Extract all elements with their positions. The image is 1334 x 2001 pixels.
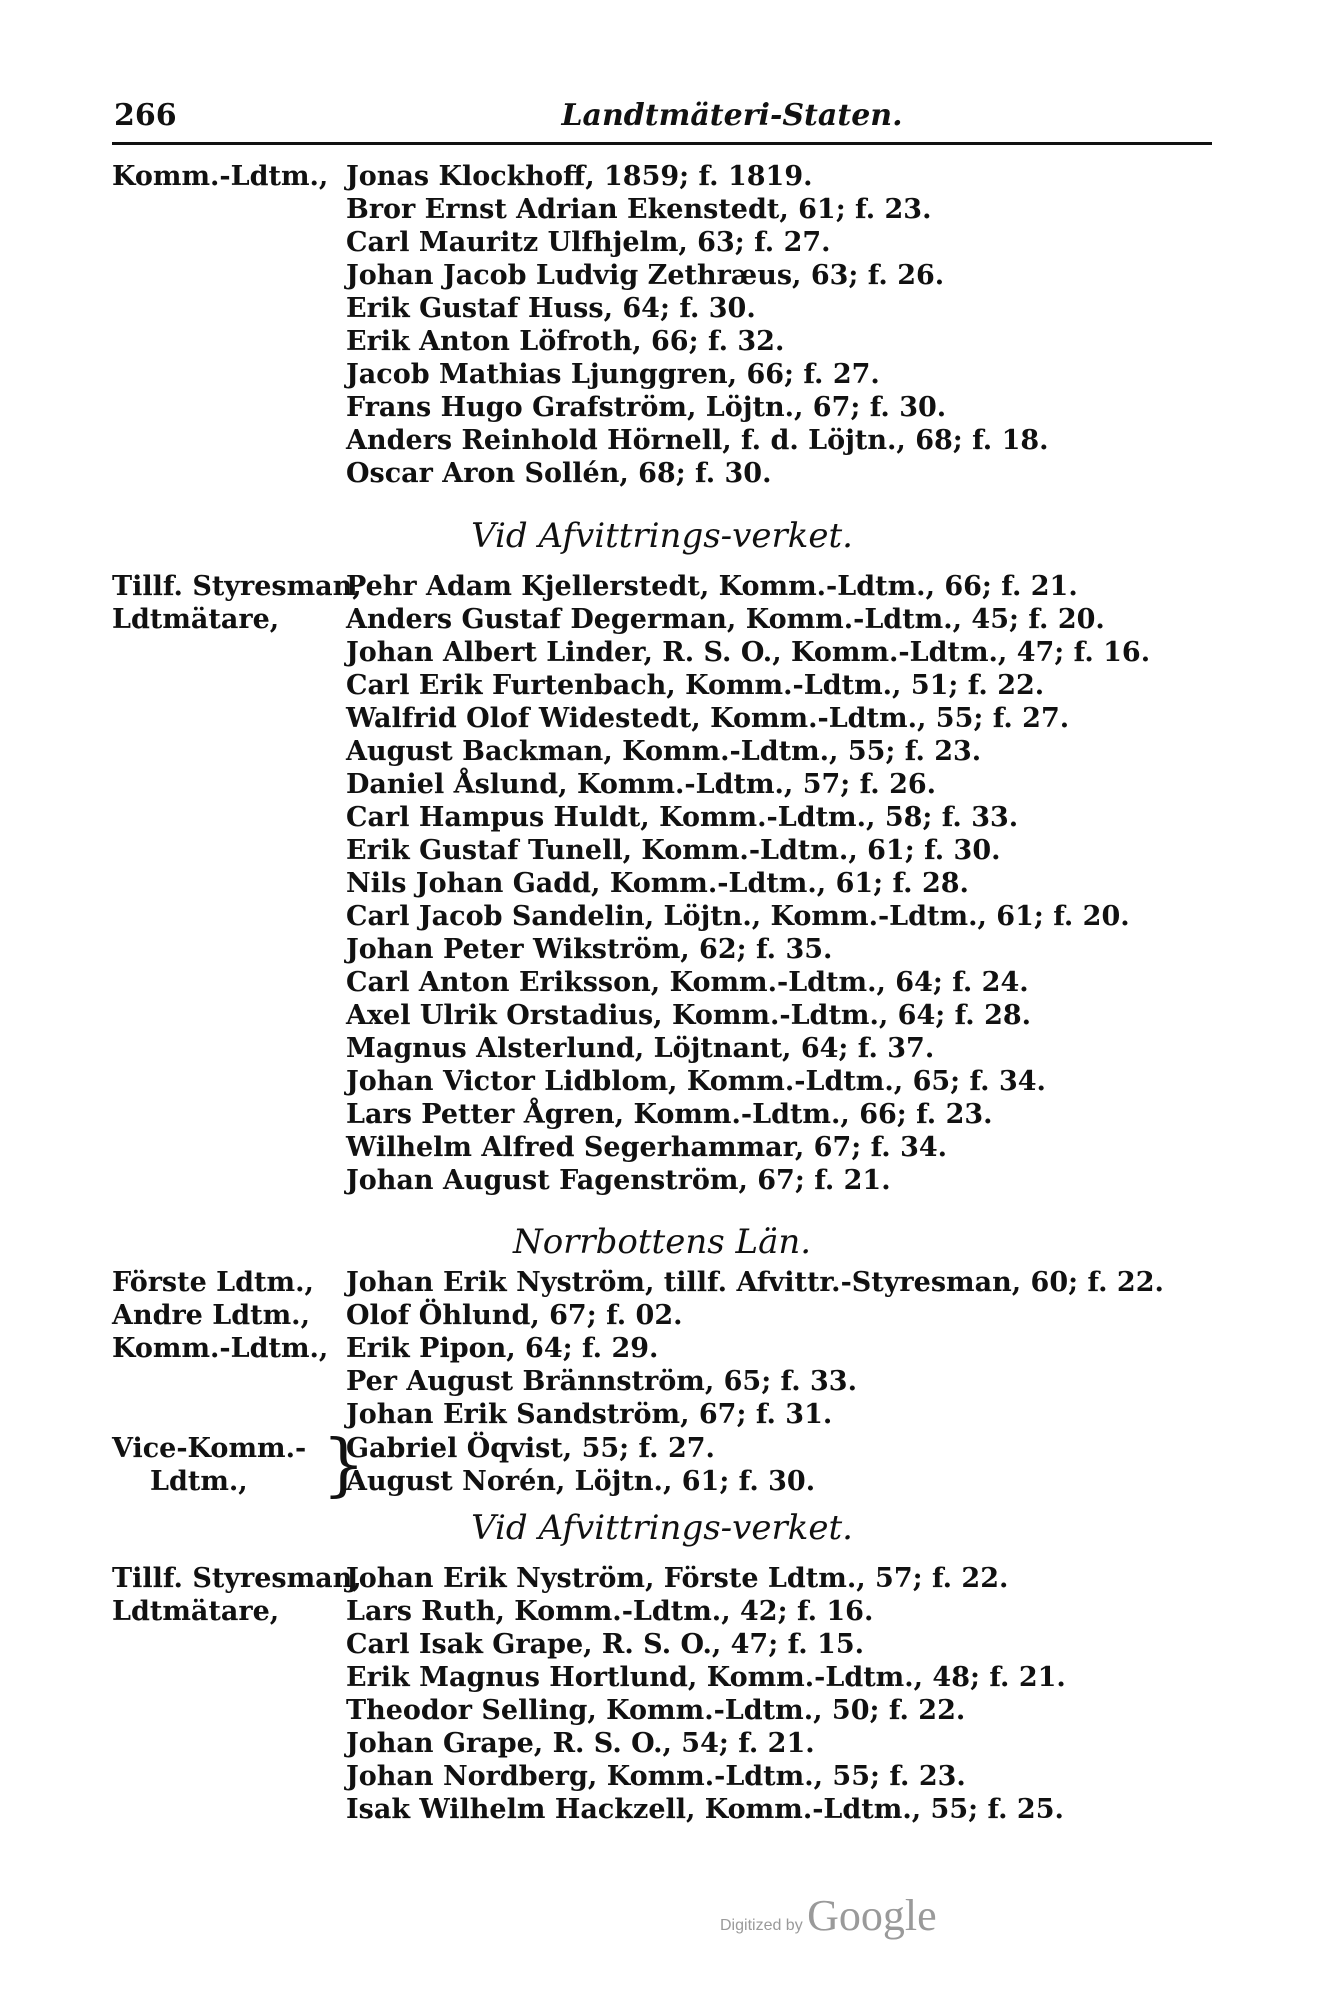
entry-text: Carl Anton Eriksson, Komm.-Ldtm., 64; f. 24. [346,967,1029,998]
entry-text: Anders Gustaf Degerman, Komm.-Ldtm., 45; f. 20. [346,604,1105,635]
list-item [112,702,1212,735]
list-item [112,768,1212,801]
entry-text: Jonas Klockhoff, 1859; f. 1819. [346,161,813,192]
list-item [112,193,1212,226]
entry-text: Johan Victor Lidblom, Komm.-Ldtm., 65; f. 34. [346,1066,1046,1097]
entry-text: Lars Petter Ågren, Komm.-Ldtm., 66; f. 23. [346,1099,993,1130]
list-item [112,1562,1212,1595]
entry-text: Pehr Adam Kjellerstedt, Komm.-Ldtm., 66; f. 21. [346,571,1078,602]
entry-text: Carl Mauritz Ulfhjelm, 63; f. 27. [346,227,831,258]
list-item [112,1432,1212,1465]
list-item [112,1398,1212,1431]
entry-text: Erik Pipon, 64; f. 29. [346,1333,659,1364]
list-item [112,834,1212,867]
role-label: Ldtmätare, [112,1596,280,1627]
list-item [112,1727,1212,1760]
list-item [112,259,1212,292]
entry-text: Frans Hugo Grafström, Löjtn., 67; f. 30. [346,392,947,423]
curly-brace: } [322,1426,366,1505]
list-item [112,636,1212,669]
entry-text: Walfrid Olof Widestedt, Komm.-Ldtm., 55; f. 27. [346,703,1070,734]
entry-text: Per August Brännström, 65; f. 33. [346,1366,857,1397]
entry-text: Nils Johan Gadd, Komm.-Ldtm., 61; f. 28. [346,868,969,899]
entry-text: Isak Wilhelm Hackzell, Komm.-Ldtm., 55; f. 25. [346,1794,1064,1825]
list-item [112,867,1212,900]
entry-text: Axel Ulrik Orstadius, Komm.-Ldtm., 64; f. 28. [346,1000,1032,1031]
list-item [112,1465,1212,1498]
list-item [112,1098,1212,1131]
list-item [112,358,1212,391]
vice-role-line1: Vice-Komm.- [112,1433,307,1464]
list-item [112,1032,1212,1065]
entry-text: Johan Peter Wikström, 62; f. 35. [346,934,833,965]
running-title: Landtmäteri-Staten. [561,98,903,133]
entry-text: Erik Gustaf Tunell, Komm.-Ldtm., 61; f. 30. [346,835,1001,866]
list-item [112,900,1212,933]
entry-text: Gabriel Öqvist, 55; f. 27. [346,1433,715,1464]
list-item [112,603,1212,636]
list-item [112,1266,1212,1299]
list-item [112,735,1212,768]
list-item [112,669,1212,702]
entry-text: Johan Erik Nyström, Förste Ldtm., 57; f. 22. [346,1563,1009,1594]
entry-text: Johan Grape, R. S. O., 54; f. 21. [346,1728,815,1759]
entry-text: Jacob Mathias Ljunggren, 66; f. 27. [346,359,880,390]
role-label: Tillf. Styresman, [112,571,362,602]
list-item [112,292,1212,325]
role-label: Ldtmätare, [112,604,280,635]
entry-text: Carl Jacob Sandelin, Löjtn., Komm.-Ldtm., 61; f. 20. [346,901,1130,932]
list-item [112,570,1212,603]
section-title-norrbottens-lan: Norrbottens Län. [512,1222,812,1262]
vice-role-line2: Ldtm., [150,1466,248,1497]
list-item [112,966,1212,999]
list-item [112,1131,1212,1164]
entry-text: Daniel Åslund, Komm.-Ldtm., 57; f. 26. [346,769,937,800]
entry-text: Carl Erik Furtenbach, Komm.-Ldtm., 51; f. 22. [346,670,1045,701]
entry-text: Carl Hampus Huldt, Komm.-Ldtm., 58; f. 33. [346,802,1019,833]
list-item [112,457,1212,490]
digitized-label: Digitized by [720,1917,803,1934]
role-label: Förste Ldtm., [112,1267,314,1298]
entry-text: Oscar Aron Sollén, 68; f. 30. [346,458,772,489]
digitized-watermark [720,1890,937,1941]
page-header [112,98,1212,145]
list-item [112,391,1212,424]
list-item [112,1793,1212,1826]
google-logo: Google [807,1891,937,1940]
list-item [112,226,1212,259]
role-label: Tillf. Styresman, [112,1563,362,1594]
entry-text: August Norén, Löjtn., 61; f. 30. [346,1466,816,1497]
list-item [112,1065,1212,1098]
entry-text: Olof Öhlund, 67; f. 02. [346,1300,683,1331]
role-label: Komm.-Ldtm., [112,161,329,192]
role-label: Andre Ldtm., [112,1300,310,1331]
entry-text: Johan Erik Nyström, tillf. Afvittr.-Styresman, 60; f. 22. [346,1267,1164,1298]
list-item [112,1595,1212,1628]
entry-text: Theodor Selling, Komm.-Ldtm., 50; f. 22. [346,1695,966,1726]
list-item [112,1299,1212,1332]
list-item [112,424,1212,457]
list-item [112,1760,1212,1793]
entry-text: Erik Gustaf Huss, 64; f. 30. [346,293,756,324]
entry-text: Johan Nordberg, Komm.-Ldtm., 55; f. 23. [346,1761,966,1792]
entry-text: Johan Albert Linder, R. S. O., Komm.-Ldtm., 47; f. 16. [346,637,1151,668]
list-item [112,1164,1212,1197]
entry-text: Lars Ruth, Komm.-Ldtm., 42; f. 16. [346,1596,874,1627]
entry-text: Wilhelm Alfred Segerhammar, 67; f. 34. [346,1132,948,1163]
list-item [112,1365,1212,1398]
role-label: Komm.-Ldtm., [112,1333,329,1364]
list-item [112,160,1212,193]
entry-text: Anders Reinhold Hörnell, f. d. Löjtn., 68; f. 18. [346,425,1049,456]
list-item [112,801,1212,834]
entry-text: Johan Jacob Ludvig Zethræus, 63; f. 26. [346,260,945,291]
entry-text: Carl Isak Grape, R. S. O., 47; f. 15. [346,1629,865,1660]
entry-text: Bror Ernst Adrian Ekenstedt, 61; f. 23. [346,194,932,225]
list-item [112,325,1212,358]
entry-text: Johan Erik Sandström, 67; f. 31. [346,1399,833,1430]
entry-text: Erik Anton Löfroth, 66; f. 32. [346,326,785,357]
list-item [112,1628,1212,1661]
entry-text: Magnus Alsterlund, Löjtnant, 64; f. 37. [346,1033,935,1064]
entry-text: August Backman, Komm.-Ldtm., 55; f. 23. [346,736,982,767]
section-title-afvittring-1: Vid Afvittrings-verket. [471,516,853,556]
list-item [112,933,1212,966]
list-item [112,999,1212,1032]
list-item [112,1694,1212,1727]
list-item [112,1332,1212,1365]
list-item [112,1661,1212,1694]
section-title-afvittring-2: Vid Afvittrings-verket. [471,1508,853,1548]
entry-text: Johan August Fagenström, 67; f. 21. [346,1165,891,1196]
entry-text: Erik Magnus Hortlund, Komm.-Ldtm., 48; f. 21. [346,1662,1066,1693]
page-number: 266 [114,98,177,133]
